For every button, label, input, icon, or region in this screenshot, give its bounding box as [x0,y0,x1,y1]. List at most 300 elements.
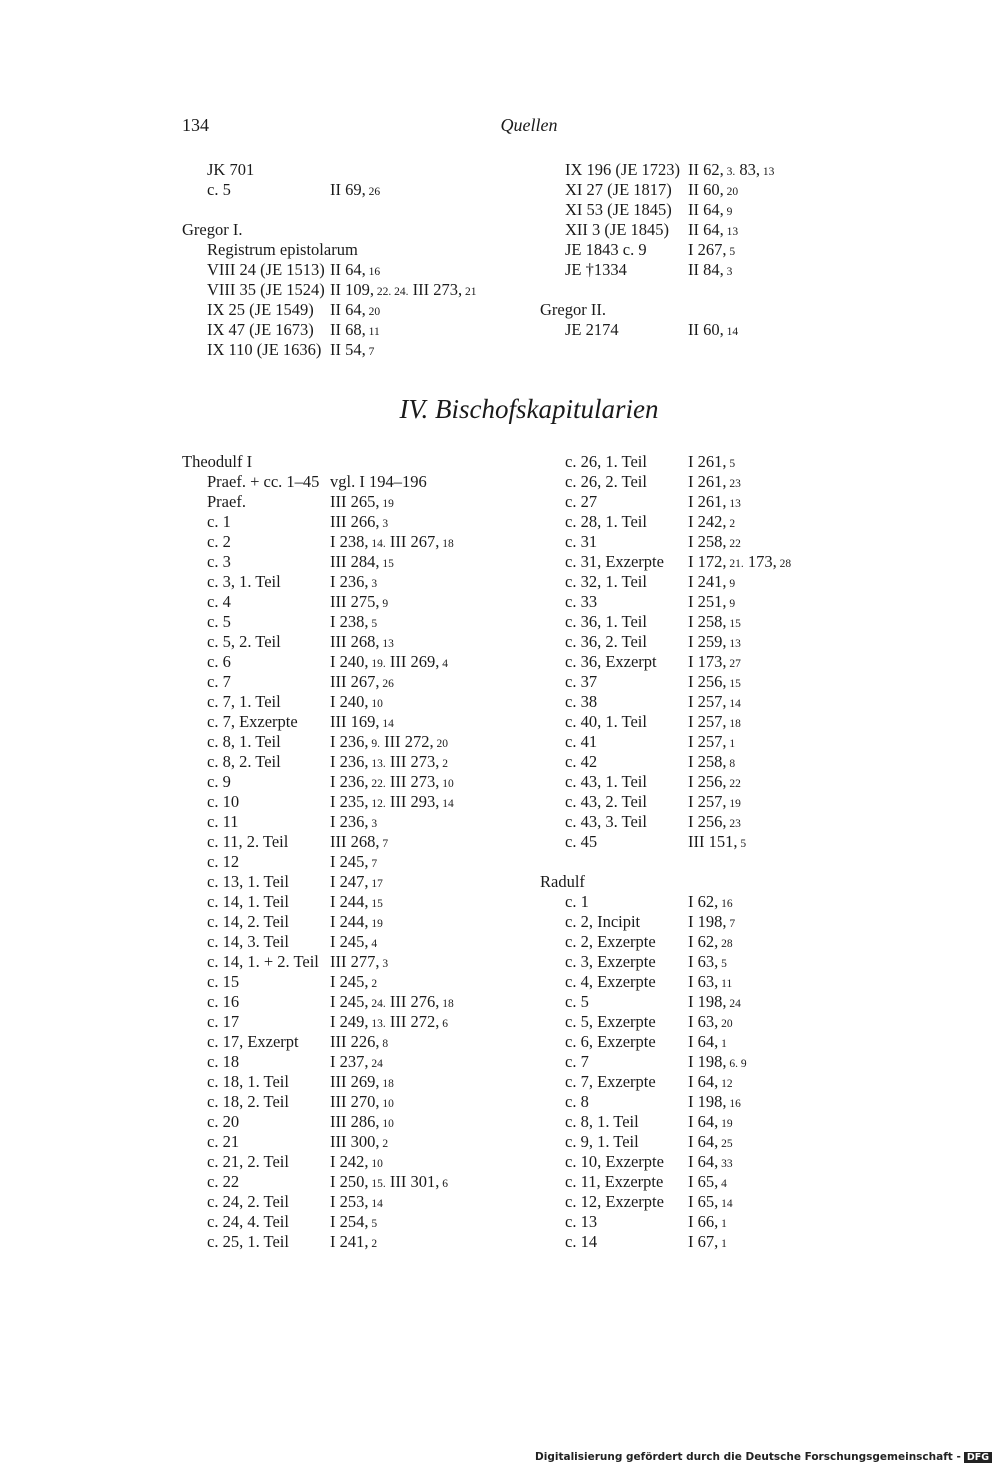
line-number: 13 [723,226,739,238]
index-entry [540,220,739,240]
spacer [540,852,664,872]
entry-label: c. 5 [207,612,231,631]
volume-page: III 273, [385,752,440,771]
index-entry [182,652,448,672]
index-entry [182,852,378,872]
line-number: 18 [726,718,741,730]
line-number: 6. 9 [726,1058,747,1070]
entry-reference [688,572,735,594]
index-entry [182,1232,378,1252]
index-entry [540,632,741,652]
entry-reference [688,1112,733,1134]
line-number: 5 [726,458,736,470]
volume-page: 83, [735,160,760,179]
entry-reference [688,472,741,494]
index-entry [540,772,741,792]
line-number: 4 [439,658,448,670]
entry-label: c. 41 [565,732,598,751]
page-number: 134 [182,115,209,135]
entry-reference [330,1192,383,1214]
entry-reference [330,832,388,854]
volume-page: III 268, [330,832,380,851]
index-entry [182,712,394,732]
line-number: 5 [368,1218,378,1230]
entry-reference [330,772,454,794]
entry-reference [330,872,383,894]
volume-page: I 244, [330,912,369,931]
entry-reference [330,812,377,834]
entry-reference [688,1052,747,1074]
volume-page: I 198, [688,1092,727,1111]
index-entry [540,832,747,852]
entry-label: c. 5, Exzerpte [565,1012,656,1031]
entry-reference [688,1092,741,1114]
index-entry [182,1132,389,1152]
entry-reference [330,592,388,614]
index-entry [182,632,394,652]
volume-page: II 64, [330,260,366,279]
index-column-bottom-left [182,452,454,1252]
line-number: 8 [379,1038,389,1050]
line-number: 17 [368,878,383,890]
volume-page: I 67, [688,1232,719,1251]
line-number: 5 [368,618,378,630]
entry-reference [688,692,741,714]
index-column-top-left [182,160,477,360]
volume-page: I 236, [330,572,369,591]
volume-page: I 249, [330,1012,369,1031]
volume-page: I 65, [688,1172,719,1191]
entry-reference [330,1092,394,1114]
entry-label: IX 110 (JE 1636) [207,340,322,359]
entry-label: c. 36, Exzerpt [565,652,657,671]
index-entry [182,1192,383,1212]
volume-page: I 261, [688,452,727,471]
entry-reference [688,1232,727,1254]
entry-label: c. 18, 2. Teil [207,1092,289,1111]
entry-reference [688,320,738,342]
entry-label: c. 27 [565,492,598,511]
entry-label: c. 8, 1. Teil [207,732,281,751]
entry-reference [330,652,448,674]
volume-page: I 198, [688,912,727,931]
running-head: Quellen [500,115,558,135]
volume-page: II 64, [688,200,724,219]
volume-page: 173, [743,552,777,571]
volume-page: III 272, [380,732,434,751]
entry-label: IX 47 (JE 1673) [207,320,314,339]
line-number: 20 [365,306,381,318]
entry-label: c. 11, Exzerpte [565,1172,664,1191]
entry-label: c. 45 [565,832,598,851]
entry-reference [688,892,733,914]
entry-reference [330,1152,383,1174]
line-number: 14 [439,798,454,810]
entry-label: c. 26, 2. Teil [565,472,647,491]
entry-reference [688,552,791,574]
line-number: 21. [726,558,744,570]
spacer [182,200,358,220]
line-number: 19 [718,1118,733,1130]
volume-page: I 235, [330,792,369,811]
line-number: 19. [368,658,386,670]
volume-page: I 64, [688,1112,719,1131]
volume-page: II 68, [330,320,366,339]
entry-reference [330,712,394,734]
entry-reference [688,220,738,242]
line-number: 2 [368,978,378,990]
footer-text: Digitalisierung gefördert durch die Deutsche Forschungsgemeinschaft - [535,1451,961,1463]
index-entry [182,472,427,492]
line-number: 28 [718,938,733,950]
entry-label: c. 43, 3. Teil [565,812,647,831]
volume-page: I 238, [330,612,369,631]
entry-reference [688,772,741,794]
entry-label: c. 7, 1. Teil [207,692,281,711]
entry-reference [330,180,380,202]
volume-page: vgl. I 194–196 [330,472,427,491]
index-entry [182,992,454,1012]
line-number: 9 [723,206,733,218]
index-entry [540,1192,733,1212]
entry-label: c. 9, 1. Teil [565,1132,639,1151]
entry-reference [330,280,476,302]
volume-page: I 238, [330,532,369,551]
line-number: 13. [368,1018,386,1030]
volume-page: I 244, [330,892,369,911]
entry-label: c. 12, Exzerpte [565,1192,664,1211]
entry-reference [330,340,374,362]
entry-label: c. 6, Exzerpte [565,1032,656,1051]
entry-label: c. 5 [207,180,231,199]
index-entry [540,732,736,752]
dfg-logo: DFG [964,1452,992,1463]
line-number: 7 [365,346,375,358]
line-number: 7 [726,918,736,930]
volume-page: I 64, [688,1032,719,1051]
line-number: 11 [718,978,733,990]
volume-page: I 259, [688,632,727,651]
entry-label: c. 14 [565,1232,598,1251]
index-entry [540,892,733,912]
entry-reference [330,1212,377,1234]
entry-reference [330,1232,377,1254]
line-number: 16 [365,266,381,278]
entry-reference [688,1012,733,1034]
index-entry [540,592,736,612]
line-number: 14 [726,698,741,710]
entry-label: c. 3, Exzerpte [565,952,656,971]
line-number: 1 [726,738,736,750]
entry-label: XII 3 (JE 1845) [565,220,670,239]
line-number: 13 [379,638,394,650]
entry-label: c. 17, Exzerpt [207,1032,299,1051]
volume-page: I 258, [688,532,727,551]
line-number: 16 [726,1098,741,1110]
volume-page: I 254, [330,1212,369,1231]
index-entry [182,792,454,812]
entry-reference [688,812,741,834]
entry-label: Praef. [207,492,246,511]
entry-label: c. 36, 2. Teil [565,632,647,651]
line-number: 15 [379,558,394,570]
volume-page: I 242, [688,512,727,531]
index-entry [182,812,378,832]
entry-reference [688,672,741,694]
entry-label: c. 24, 2. Teil [207,1192,289,1211]
line-number: 28 [776,558,792,570]
entry-label: c. 14, 2. Teil [207,912,289,931]
volume-page: I 241, [688,572,727,591]
entry-label: c. 25, 1. Teil [207,1232,289,1251]
line-number: 14 [718,1198,733,1210]
volume-page: I 242, [330,1152,369,1171]
section-title: IV. Bischofskapitularien [399,394,659,424]
line-number: 14 [723,326,739,338]
volume-page: I 245, [330,852,369,871]
line-number: 20 [718,1018,733,1030]
entry-reference [330,792,454,814]
entry-label: c. 32, 1. Teil [565,572,647,591]
line-number: 3. [723,166,736,178]
index-entry [540,692,741,712]
index-entry [540,752,736,772]
line-number: 4 [368,938,378,950]
entry-label: c. 28, 1. Teil [565,512,647,531]
entry-reference [330,632,394,654]
line-number: 3 [379,958,389,970]
index-entry [182,592,389,612]
index-entry [540,912,736,932]
volume-page: I 236, [330,752,369,771]
volume-page: I 198, [688,1052,727,1071]
entry-label: c. 42 [565,752,598,771]
entry-reference [688,1152,733,1174]
index-entry [182,492,394,512]
line-number: 2 [726,518,736,530]
index-entry [540,672,741,692]
volume-page: I 261, [688,472,727,491]
index-group-heading: Gregor II. [540,300,606,319]
entry-reference [688,752,735,774]
volume-page: III 301, [385,1172,440,1191]
entry-reference [330,752,448,774]
line-number: 2 [368,1238,378,1250]
volume-page: III 269, [385,652,440,671]
entry-label: c. 21 [207,1132,240,1151]
index-entry [540,200,733,220]
volume-page: III 293, [385,792,440,811]
line-number: 26 [365,186,381,198]
volume-page: III 151, [688,832,738,851]
entry-reference [688,632,741,654]
index-entry [540,512,736,532]
volume-page: I 257, [688,732,727,751]
entry-label: c. 36, 1. Teil [565,612,647,631]
entry-reference [688,792,741,814]
entry-label: c. 4, Exzerpte [565,972,656,991]
entry-label: JE 1843 c. 9 [565,240,647,259]
volume-page: I 63, [688,972,719,991]
line-number: 2 [379,1138,389,1150]
line-number: 7 [379,838,389,850]
index-entry [540,572,736,592]
line-number: 10 [439,778,454,790]
entry-label: c. 1 [207,512,231,531]
line-number: 13 [760,166,775,178]
entry-reference [688,992,741,1014]
index-entry [540,972,733,992]
line-number: 5 [737,838,747,850]
line-number: 13 [726,638,741,650]
index-group-heading: Radulf [540,872,585,891]
entry-label: c. 6 [207,652,231,671]
line-number: 12 [718,1078,733,1090]
volume-page: III 272, [385,1012,440,1031]
entry-label: c. 16 [207,992,240,1011]
volume-page: I 247, [330,872,369,891]
volume-page: III 269, [330,1072,380,1091]
index-entry [182,732,448,752]
index-entry [182,280,477,300]
entry-label: c. 13, 1. Teil [207,872,289,891]
index-entry [182,1052,383,1072]
volume-page: II 69, [330,180,366,199]
entry-reference [330,612,377,634]
line-number: 1 [718,1238,727,1250]
entry-label: c. 1 [565,892,589,911]
index-entry [182,752,448,772]
entry-reference [688,832,746,854]
index-entry [540,532,741,552]
line-number: 15. [368,1178,386,1190]
volume-page: II 62, [688,160,724,179]
volume-page: II 60, [688,320,724,339]
volume-page: I 236, [330,772,369,791]
entry-label: c. 3 [207,552,231,571]
entry-reference [330,1172,448,1194]
volume-page: I 240, [330,652,369,671]
index-entry [182,692,383,712]
index-entry [540,1232,727,1252]
volume-page: II 60, [688,180,724,199]
entry-label: c. 37 [565,672,598,691]
entry-label: c. 8, 2. Teil [207,752,281,771]
entry-reference [688,492,741,514]
line-number: 14 [379,718,394,730]
entry-label: c. 18 [207,1052,240,1071]
index-entry [182,892,383,912]
index-entry [182,572,378,592]
index-entry [182,872,383,892]
volume-page: I 64, [688,1072,719,1091]
entry-label: c. 11, 2. Teil [207,832,289,851]
volume-page: I 256, [688,812,727,831]
entry-reference [688,180,738,202]
index-entry [182,972,378,992]
entry-label: c. 12 [207,852,240,871]
volume-page: I 256, [688,672,727,691]
entry-label: c. 31, Exzerpte [565,552,664,571]
entry-label: c. 4 [207,592,231,611]
volume-page: III 277, [330,952,380,971]
volume-page: I 245, [330,972,369,991]
index-entry [540,1132,733,1152]
index-entry [182,1212,378,1232]
index-entry [540,1052,747,1072]
volume-page: III 267, [330,672,380,691]
index-entry [540,1152,733,1172]
volume-page: II 84, [688,260,724,279]
entry-reference [330,972,377,994]
entry-reference [688,260,732,282]
volume-page: I 236, [330,812,369,831]
entry-reference [688,712,741,734]
entry-label: IX 25 (JE 1549) [207,300,314,319]
index-entry [540,320,739,340]
entry-reference [688,532,741,554]
entry-label: VIII 35 (JE 1524) [207,280,325,299]
volume-page: III 276, [385,992,440,1011]
entry-label: c. 14, 1. Teil [207,892,289,911]
entry-reference [688,1192,733,1214]
index-entry [182,1092,394,1112]
entry-reference [688,1212,727,1234]
entry-reference [688,452,735,474]
index-entry [182,772,454,792]
index-entry [182,1172,448,1192]
index-entry [540,552,792,572]
index-entry [182,932,378,952]
line-number: 14. [368,538,386,550]
index-entry [182,1012,448,1032]
line-number: 26 [379,678,394,690]
entry-reference [330,1032,388,1054]
index-column-bottom-right [540,452,792,1252]
volume-page: I 258, [688,612,727,631]
volume-page: I 256, [688,772,727,791]
index-entry [182,952,389,972]
index-entry [182,300,381,320]
entry-reference [330,1112,394,1134]
entry-reference [330,1012,448,1034]
entry-reference [330,912,383,934]
entry-reference [688,592,735,614]
entry-label: c. 15 [207,972,240,991]
dfg-footer [535,1451,992,1463]
entry-reference [330,1132,388,1154]
index-entry [182,160,358,180]
index-entry [540,240,736,260]
line-number: 20 [723,186,739,198]
entry-label: c. 24, 4. Teil [207,1212,289,1231]
line-number: 13 [726,498,741,510]
line-number: 22. 24. [374,286,409,298]
entry-label: c. 10 [207,792,240,811]
line-number: 23 [726,818,741,830]
index-entry [182,1072,394,1092]
entry-reference [330,472,427,492]
entry-reference [688,160,774,182]
volume-page: I 63, [688,952,719,971]
volume-page: III 267, [385,532,440,551]
index-entry [182,672,394,692]
index-group-heading: Gregor I. [182,220,243,239]
line-number: 27 [726,658,741,670]
volume-page: III 226, [330,1032,380,1051]
line-number: 10 [368,1158,383,1170]
line-number: 15 [726,618,741,630]
